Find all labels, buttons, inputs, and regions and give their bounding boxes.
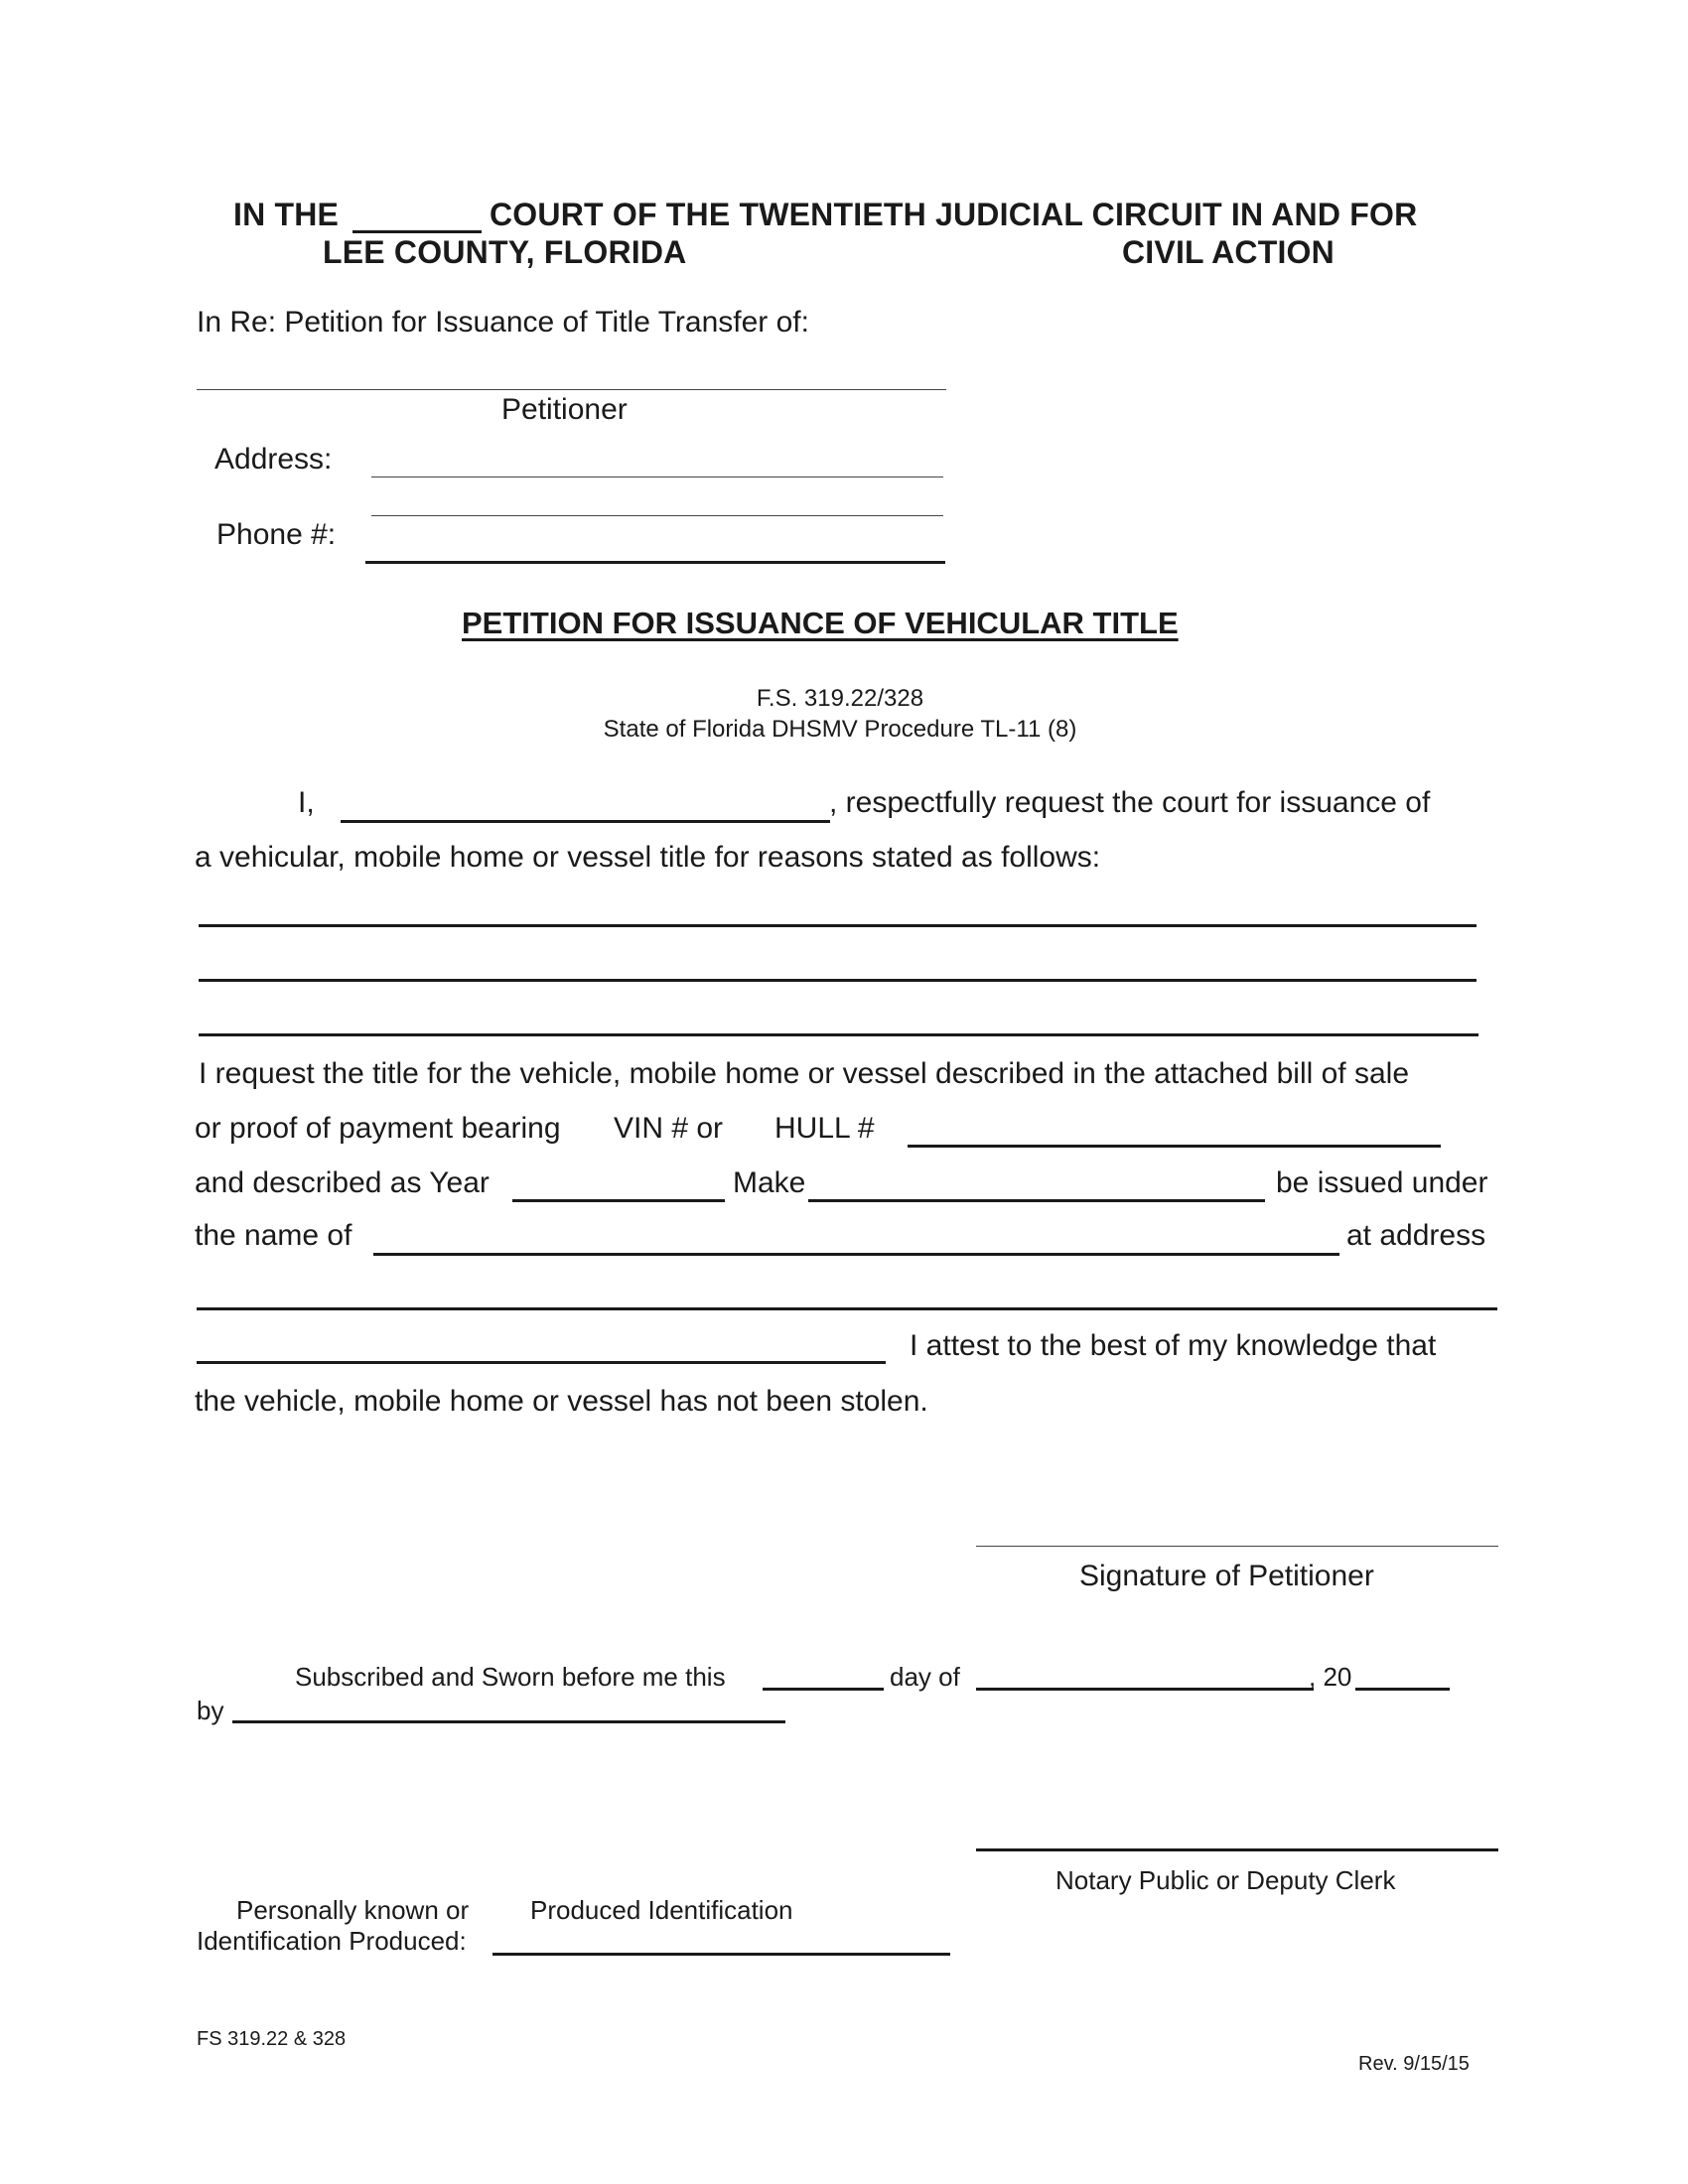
notary-line[interactable] [976, 1848, 1498, 1851]
footer-revision: Rev. 9/15/15 [1358, 2053, 1470, 2075]
reason-line-1[interactable] [199, 924, 1477, 927]
body-attest: I attest to the best of my knowledge that [910, 1329, 1437, 1362]
petition-title: PETITION FOR ISSUANCE OF VEHICULAR TITLE [462, 606, 1179, 640]
body-hull: HULL # [774, 1112, 875, 1145]
body-make: Make [733, 1166, 806, 1199]
sworn-day-blank[interactable] [763, 1688, 884, 1691]
reason-line-2[interactable] [199, 979, 1477, 982]
sworn-by: by [197, 1696, 224, 1725]
signature-label: Signature of Petitioner [1079, 1560, 1374, 1592]
procedure-reference: State of Florida DHSMV Procedure TL-11 (8) [603, 716, 1077, 743]
identification-blank[interactable] [492, 1953, 950, 1956]
id-produced: Identification Produced: [197, 1926, 467, 1956]
address-line-2[interactable] [371, 515, 943, 516]
header-court: COURT OF THE TWENTIETH JUDICIAL CIRCUIT IN AND FOR [490, 197, 1418, 232]
body-vin: VIN # or [614, 1112, 724, 1145]
sworn-subscribed: Subscribed and Sworn before me this [295, 1662, 726, 1692]
reason-line-3[interactable] [199, 1033, 1478, 1036]
court-name-blank[interactable] [352, 230, 482, 233]
address-blank-2[interactable] [197, 1361, 886, 1364]
body-described-year: and described as Year [195, 1166, 490, 1199]
footer-statute-ref: FS 319.22 & 328 [197, 2028, 347, 2050]
sworn-comma-20: , 20 [1309, 1662, 1352, 1692]
notary-label: Notary Public or Deputy Clerk [1055, 1865, 1396, 1895]
address-blank-1[interactable] [197, 1307, 1497, 1310]
header-in-the: IN THE [233, 197, 340, 232]
id-produced-identification: Produced Identification [530, 1895, 793, 1925]
signature-line[interactable] [976, 1546, 1498, 1547]
body-issued-under: be issued under [1276, 1166, 1488, 1199]
petitioner-name-line[interactable] [197, 389, 946, 390]
body-proof-payment: or proof of payment bearing [195, 1112, 561, 1145]
petitioner-name-blank[interactable] [341, 820, 830, 823]
statute-reference: F.S. 319.22/328 [756, 685, 924, 712]
petitioner-label: Petitioner [501, 393, 628, 426]
vin-hull-blank[interactable] [908, 1145, 1441, 1148]
year-blank[interactable] [512, 1199, 725, 1202]
address-label: Address: [214, 443, 333, 476]
phone-label: Phone #: [216, 518, 337, 551]
in-re-line: In Re: Petition for Issuance of Title Transfer of: [197, 306, 809, 339]
sworn-by-blank[interactable] [232, 1720, 785, 1723]
make-blank[interactable] [808, 1199, 1265, 1202]
body-name-of: the name of [195, 1219, 352, 1252]
body-request-title: I request the title for the vehicle, mobile home or vessel described in the attached bill of sale [199, 1057, 1409, 1090]
body-title-reasons: a vehicular, mobile home or vessel title for reasons stated as follows: [195, 841, 1101, 874]
sworn-month-blank[interactable] [976, 1688, 1314, 1691]
sworn-day-of: day of [890, 1662, 960, 1692]
header-civil-action: CIVIL ACTION [1122, 234, 1335, 270]
sworn-year-blank[interactable] [1355, 1688, 1450, 1691]
header-county: LEE COUNTY, FLORIDA [323, 234, 687, 270]
address-line-1[interactable] [371, 477, 943, 478]
name-blank[interactable] [373, 1253, 1339, 1256]
body-i: I, [298, 786, 315, 819]
body-request-court: , respectfully request the court for issuance of [829, 786, 1431, 819]
body-not-stolen: the vehicle, mobile home or vessel has not been stolen. [195, 1385, 928, 1418]
id-personally-known: Personally known or [236, 1895, 470, 1925]
body-at-address: at address [1346, 1219, 1486, 1252]
phone-line[interactable] [365, 561, 945, 564]
